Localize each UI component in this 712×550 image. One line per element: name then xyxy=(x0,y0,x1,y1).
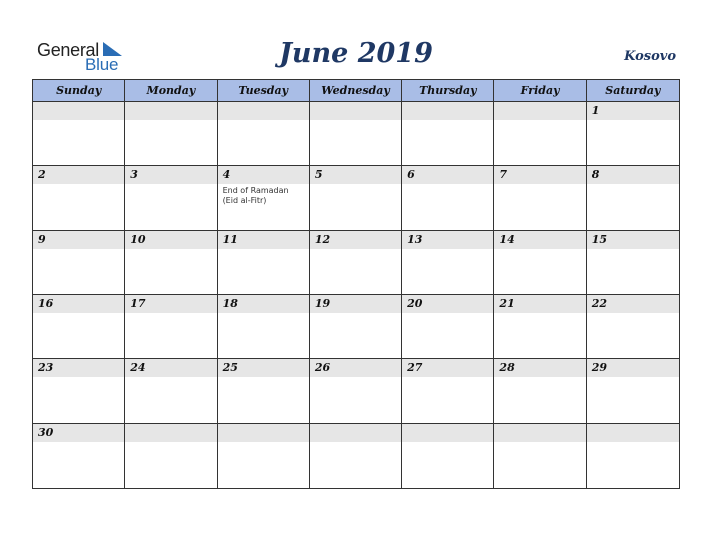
day-number: 6 xyxy=(402,166,493,184)
day-cell xyxy=(310,295,402,359)
day-number: 3 xyxy=(125,166,216,184)
day-number: 24 xyxy=(125,359,216,377)
day-number: 14 xyxy=(494,231,585,249)
day-number: 22 xyxy=(587,295,679,313)
day-number xyxy=(218,102,309,120)
day-cell xyxy=(587,166,679,230)
logo-triangle-icon xyxy=(100,42,122,56)
day-number: 18 xyxy=(218,295,309,313)
day-cell xyxy=(587,359,679,423)
day-number: 13 xyxy=(402,231,493,249)
day-number: 17 xyxy=(125,295,216,313)
day-cell xyxy=(494,102,586,166)
day-number: 7 xyxy=(494,166,585,184)
day-cell xyxy=(494,231,586,295)
day-cell xyxy=(218,424,310,488)
day-cell xyxy=(587,424,679,488)
day-number: 20 xyxy=(402,295,493,313)
weekday-header: Thursday xyxy=(402,80,494,102)
day-cell xyxy=(587,102,679,166)
day-cell xyxy=(494,166,586,230)
day-cell xyxy=(33,295,125,359)
day-cell xyxy=(402,166,494,230)
day-number: 27 xyxy=(402,359,493,377)
day-number xyxy=(402,424,493,442)
day-number xyxy=(494,424,585,442)
day-cell xyxy=(310,424,402,488)
day-number xyxy=(402,102,493,120)
day-cell xyxy=(33,231,125,295)
day-number xyxy=(310,424,401,442)
day-cell xyxy=(494,424,586,488)
logo-blue-text: Blue xyxy=(85,55,119,74)
day-cell xyxy=(494,295,586,359)
weekday-header: Sunday xyxy=(33,80,125,102)
day-cell xyxy=(402,231,494,295)
day-number: 15 xyxy=(587,231,679,249)
day-number: 11 xyxy=(218,231,309,249)
day-cell xyxy=(33,424,125,488)
day-number: 29 xyxy=(587,359,679,377)
day-cell xyxy=(125,166,217,230)
day-number: 25 xyxy=(218,359,309,377)
day-number xyxy=(125,102,216,120)
day-cell xyxy=(125,295,217,359)
logo-general-text: General xyxy=(37,40,99,60)
day-number: 5 xyxy=(310,166,401,184)
day-cell xyxy=(494,359,586,423)
weekday-header: Wednesday xyxy=(310,80,402,102)
day-cell xyxy=(218,359,310,423)
calendar-grid xyxy=(32,79,680,489)
day-cell xyxy=(402,102,494,166)
day-number: 4 xyxy=(218,166,309,184)
day-cell xyxy=(33,102,125,166)
generalblue-logo xyxy=(37,40,137,74)
day-number: 2 xyxy=(33,166,124,184)
day-number xyxy=(218,424,309,442)
day-number xyxy=(494,102,585,120)
calendar-title: June 2019 xyxy=(279,38,433,69)
day-cell xyxy=(310,359,402,423)
day-cell xyxy=(125,231,217,295)
day-number: 28 xyxy=(494,359,585,377)
day-number: 8 xyxy=(587,166,679,184)
day-number xyxy=(33,102,124,120)
day-cell xyxy=(310,166,402,230)
weekday-header: Monday xyxy=(125,80,217,102)
day-cell xyxy=(125,102,217,166)
day-number: 23 xyxy=(33,359,124,377)
day-number xyxy=(310,102,401,120)
day-number: 1 xyxy=(587,102,679,120)
day-cell xyxy=(310,102,402,166)
day-number: 9 xyxy=(33,231,124,249)
day-number xyxy=(125,424,216,442)
day-cell xyxy=(402,295,494,359)
day-cell xyxy=(218,231,310,295)
day-number xyxy=(587,424,679,442)
holiday-event: End of Ramadan (Eid al-Fitr) xyxy=(222,186,289,206)
day-number: 21 xyxy=(494,295,585,313)
day-cell xyxy=(33,166,125,230)
weekday-header: Friday xyxy=(494,80,586,102)
day-cell xyxy=(125,359,217,423)
day-number: 19 xyxy=(310,295,401,313)
day-number: 12 xyxy=(310,231,401,249)
day-number: 16 xyxy=(33,295,124,313)
day-cell xyxy=(218,295,310,359)
day-number: 30 xyxy=(33,424,124,442)
day-cell xyxy=(310,231,402,295)
day-cell xyxy=(33,359,125,423)
day-cell xyxy=(402,424,494,488)
day-number: 26 xyxy=(310,359,401,377)
weekday-header: Saturday xyxy=(587,80,679,102)
day-cell xyxy=(218,102,310,166)
country-label: Kosovo xyxy=(624,49,676,64)
day-cell xyxy=(402,359,494,423)
day-cell xyxy=(218,166,310,230)
day-cell xyxy=(125,424,217,488)
day-cell xyxy=(587,295,679,359)
day-cell xyxy=(587,231,679,295)
day-number: 10 xyxy=(125,231,216,249)
weekday-header: Tuesday xyxy=(218,80,310,102)
